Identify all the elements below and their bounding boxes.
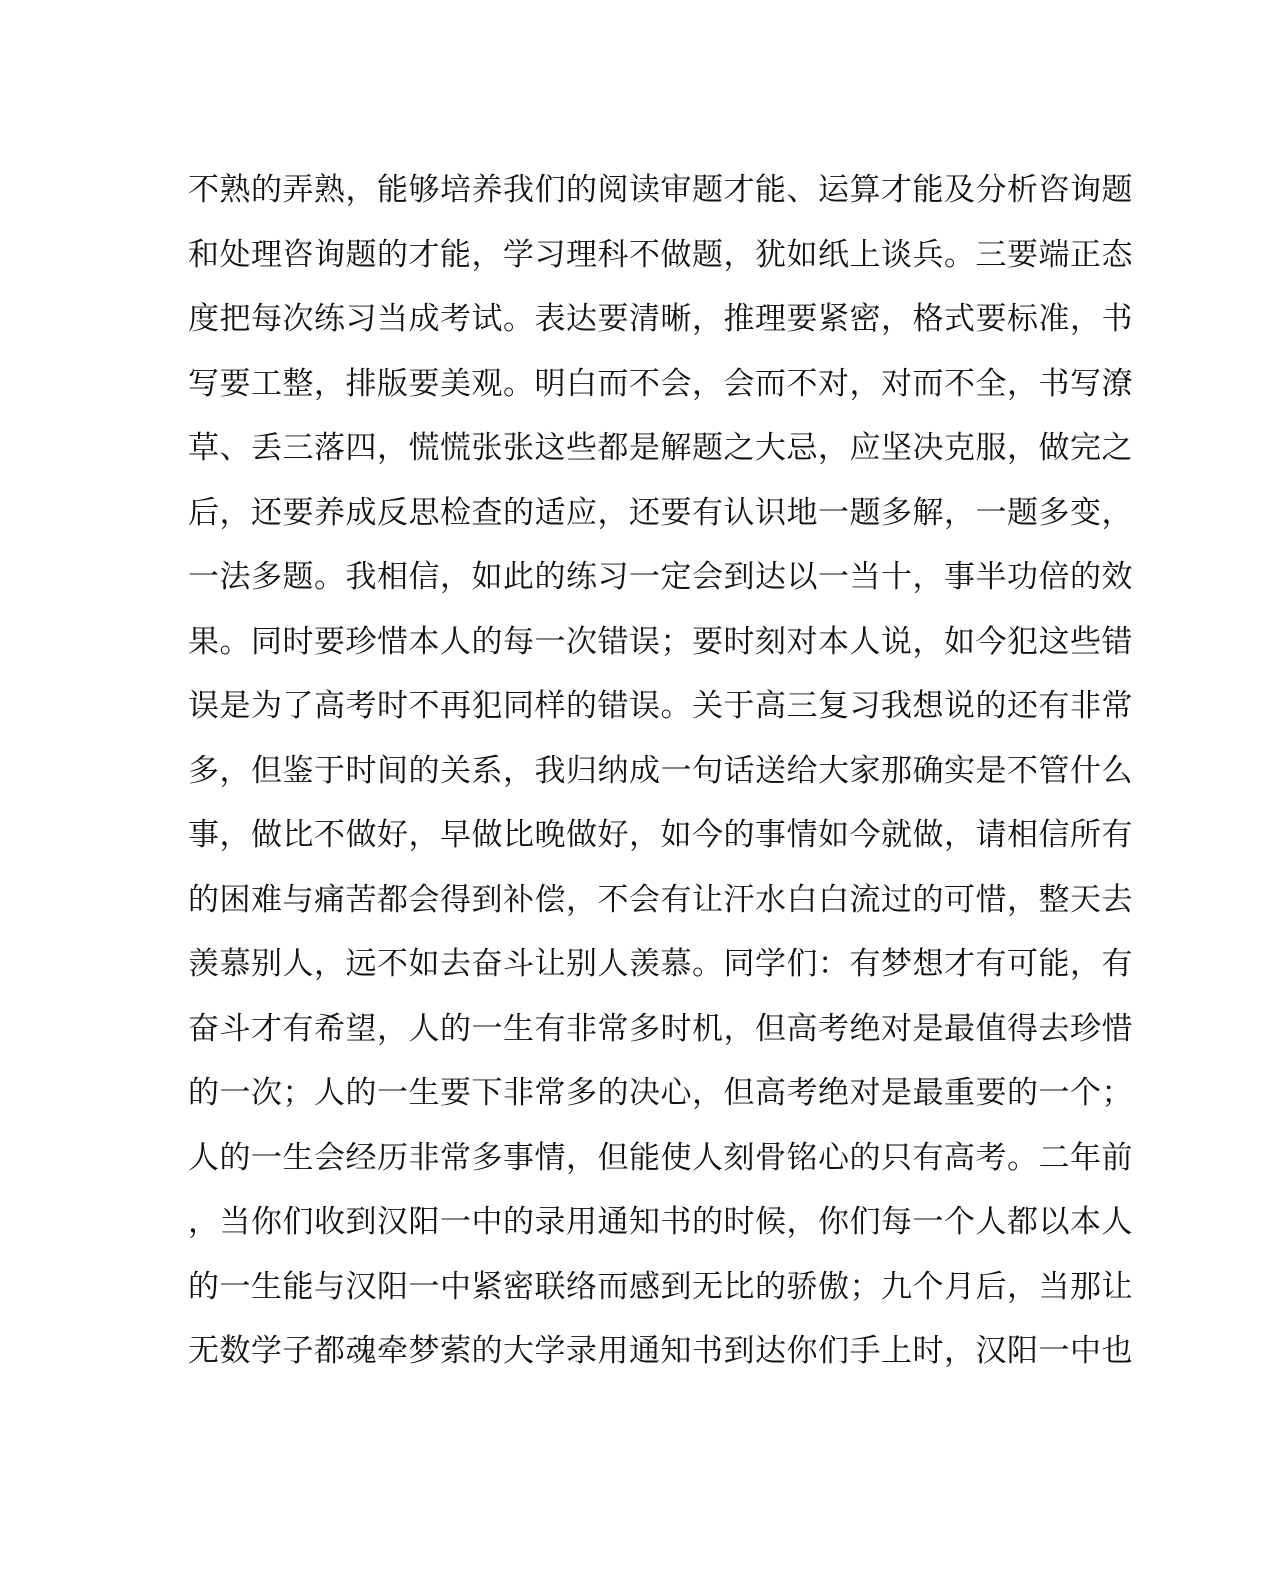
text-line: 一法多题。我相信，如此的练习一定会到达以一当十，事半功倍的效: [188, 559, 1133, 595]
text-line: 的困难与痛苦都会得到补偿，不会有让汗水白白流过的可惜，整天去: [188, 881, 1133, 918]
text-line: ，当你们收到汉阳一中的录用通知书的时候，你们每一个人都以本人: [188, 1204, 1133, 1240]
text-line: 度把每次练习当成考试。表达要清晰，推理要紧密，格式要标准，书: [188, 301, 1133, 337]
text-line: 多，但鉴于时间的关系，我归纳成一句话送给大家那确实是不管什么: [188, 752, 1133, 789]
text-line: 果。同时要珍惜本人的每一次错误；要时刻对本人说，如今犯这些错: [188, 623, 1133, 660]
text-line: 写要工整，排版要美观。明白而不会，会而不对，对而不全，书写潦: [188, 365, 1133, 402]
text-line: 后，还要养成反思检查的适应，还要有认识地一题多解，一题多变，: [188, 494, 1133, 531]
text-line: 羡慕别人，远不如去奋斗让别人羡慕。同学们：有梦想才有可能，有: [188, 946, 1133, 982]
text-line: 事，做比不做好，早做比晚做好，如今的事情如今就做，请相信所有: [188, 817, 1133, 853]
text-line: 的一生能与汉阳一中紧密联络而感到无比的骄傲；九个月后，当那让: [188, 1268, 1133, 1305]
text-line: 误是为了高考时不再犯同样的错误。关于高三复习我想说的还有非常: [188, 688, 1133, 724]
text-line: 不熟的弄熟，能够培养我们的阅读审题才能、运算才能及分析咨询题: [188, 172, 1133, 208]
text-line: 奋斗才有希望，人的一生有非常多时机，但高考绝对是最值得去珍惜: [188, 1010, 1133, 1047]
text-line: 和处理咨询题的才能，学习理科不做题，犹如纸上谈兵。三要端正态: [188, 236, 1133, 273]
text-line: 的一次；人的一生要下非常多的决心，但高考绝对是最重要的一个；: [188, 1075, 1133, 1111]
text-line: 无数学子都魂牵梦萦的大学录用通知书到达你们手上时，汉阳一中也: [188, 1333, 1133, 1369]
body-text: [188, 158, 1133, 1384]
text-line: 人的一生会经历非常多事情，但能使人刻骨铭心的只有高考。二年前: [188, 1139, 1133, 1176]
text-line: 草、丢三落四，慌慌张张这些都是解题之大忌，应坚决克服，做完之: [188, 430, 1133, 466]
